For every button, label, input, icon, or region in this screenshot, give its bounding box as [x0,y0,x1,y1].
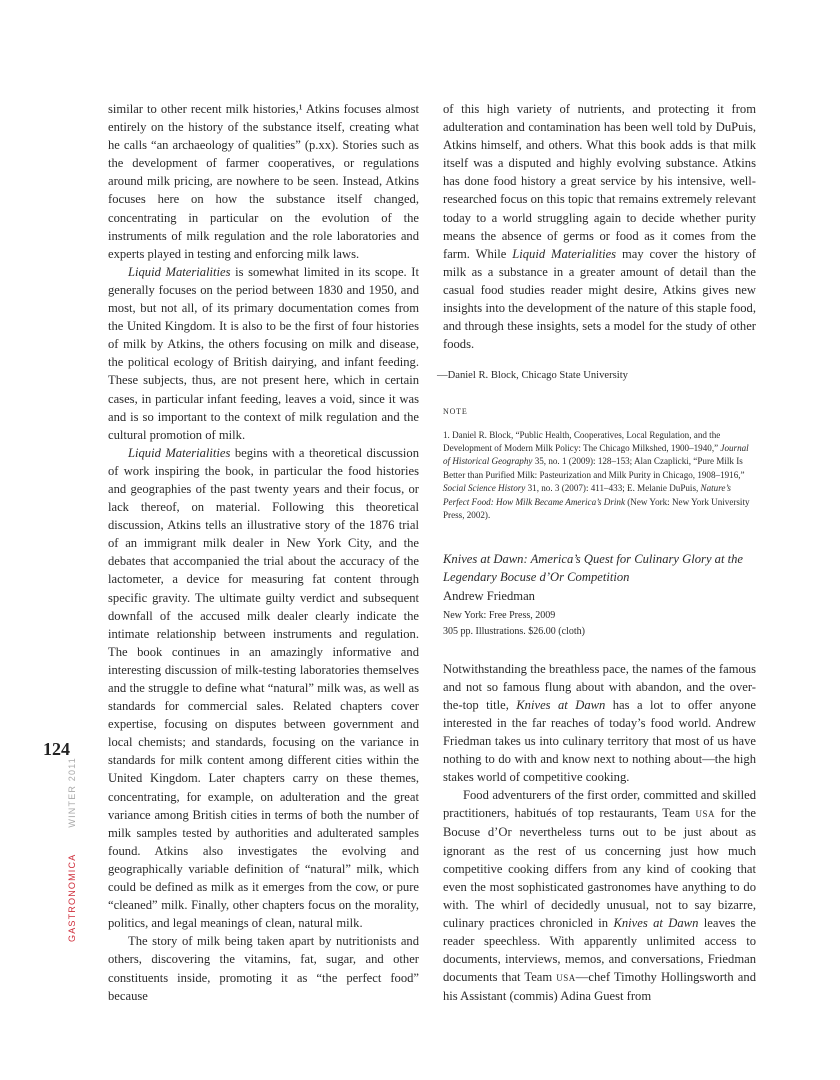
left-paragraph-3: Liquid Materialities begins with a theoretical discussion of work inspiring the book, in particular the food histories and geographies of the past twenty years and their focus, or lack thereof, on material. Following this theoretical discussion, Atkins tells an illustrative story of the 1876 trial of an immigrant milk dealer in New York City, and the debates that accompanied the trial about the accuracy of the lactometer, a device for measuring fat content through specific gravity. The ultimate guilty verdict and subsequent downfall of the accused milk dealer clearly indicate the intimate relationship between instruments and regulation. The book continues in an amazingly informative and interesting discussion of milk-testing laboratories themselves and the struggle to define what “natural” milk was, as well as standards for commercial sales. Related chapters cover expertise, focusing on disputes between government and local chemists; and standards, focusing on the variance in standards for milk content among different cities within the United Kingdom. Later chapters carry on these themes, concentrating, for example, on adulteration and the great variance among British cities in terms of both the number of milk samples tested by authorities and adulterated samples found. Atkins also investigates the evolving and geographically variable definition of “natural” milk, which could be defined as milk as it emerges from the cow, or pure “cleaned” milk. Finally, other chapters focus on the morality, politics, and legal meanings of clean, natural milk. [108,445,419,931]
left-paragraph-4: The story of milk being taken apart by nutritionists and others, discovering the vitamins, fat, sugar, and other constituents inside, promoting it as “the perfect food” because [108,934,419,1003]
reviewer-signature: —Daniel R. Block, Chicago State University [437,370,628,382]
book-title-italic: Liquid Materialities [128,264,231,279]
right-column [437,100,756,1005]
review-details: 305 pp. Illustrations. $26.00 (cloth) [443,625,585,637]
small-caps-usa: USA [556,973,576,984]
review-paragraph-2: Food adventurers of the first order, committed and skilled practitioners, habitués of top restaurants, Team USA for the Bocuse d’Or nevertheless turns out to be just about as ignorant as the rest of us concerning just how much competitive cooking differs from any kind of cooking that even the most sophisticated gastronomes have anything to do with. The whirl of decidedly unusual, not to say bizarre, culinary practices chronicled in Knives at Dawn leaves the reader speechless. With apparently unlimited access to documents, interviews, memos, and conversations, Friedman documents that Team USA—chef Timothy Hollingsworth and his Assistant (commis) Adina Guest from [443,788,756,1004]
book-title-italic: Knives at Dawn [516,697,606,712]
review-publisher: New York: Free Press, 2009 [443,609,556,621]
page-number: 124 [43,739,70,759]
small-caps-usa: USA [695,809,716,820]
journal-name: GASTRONOMICA [67,853,77,942]
running-head [67,757,77,942]
left-column [108,100,419,1005]
footnote: 1. Daniel R. Block, “Public Health, Cooperatives, Local Regulation, and the Development of Modern Milk Policy: The Chicago Milkshed, 1900–1940,” Journal of Historical Geography 35, no. 1 (2009): 128–153; Alan Czaplicki, “Pure Milk Is Better than Purified Milk: Pasteurization and Milk Purity in Chicago, 1908–1916,” Social Science History 31, no. 3 (2007): 411–433; E. Melanie DuPuis, Nature’s Perfect Food: How Milk Became America’s Drink (New York: New York University Press, 2002). [443,429,750,520]
left-paragraph-2: Liquid Materialities is somewhat limited in its scope. It generally focuses on the period between 1830 and 1950, and most, but not all, of its primary documentation comes from the United Kingdom. It is also to be the first of four histories of milk by Atkins, the others focusing on milk and disease, the political ecology of British dairying, and infant feeding. These subjects, thus, are not present here, which in certain cases, in particular infant feeding, leaves a void, since it was and is so important to the context of milk regulation and the cultural promotion of milk. [108,264,419,442]
right-paragraph-1: of this high variety of nutrients, and protecting it from adulteration and contamination has been well told by DuPuis, Atkins himself, and others. What this book adds is that milk itself was a disputed and highly evolving substance. Atkins has done food history a great service by his intensive, well-researched focus on this topic that remains extremely relevant today to a world struggling again to decide whether purity means the absence of germs or food as it comes from the farm. While Liquid Materialities may cover the history of milk as a substance in a greater amount of detail than the casual food studies reader might desire, Atkins gives new insights into the development of the nature of this staple food, and through these insights, sets a model for the study of other foods. [443,102,756,352]
note-heading: NOTE [443,407,468,417]
book-title-italic: Liquid Materialities [128,445,231,460]
review-book-author: Andrew Friedman [443,588,535,603]
review-paragraph-1: Notwithstanding the breathless pace, the names of the famous and not so famous flung about with abandon, and the over-the-top title, Knives at Dawn has a lot to offer anyone interested in the far reaches of today’s food world. Andrew Friedman takes us into culinary territory that most of us have nothing to do with and know next to nothing about—the high stakes world of competitive cooking. [443,661,756,785]
issue-label: WINTER 2011 [67,757,77,828]
book-title-italic: Liquid Materialities [512,246,617,261]
left-paragraph-1: similar to other recent milk histories,¹ Atkins focuses almost entirely on the history of the substance itself, creating what he calls “an archaeology of qualities” (p.xx). Stories such as the development of farmer cooperatives, or regulations around milk pricing, are nowhere to be seen. Instead, Atkins focuses here on how the substance itself changed, concentrating in particular on the evolution of the instruments of milk regulation and the role laboratories and experts played in testing and enforcing milk laws. [108,102,419,261]
review-book-title: Knives at Dawn: America’s Quest for Culinary Glory at the Legendary Bocuse d’Or Competition [443,552,744,585]
book-title-italic: Knives at Dawn [613,915,699,930]
